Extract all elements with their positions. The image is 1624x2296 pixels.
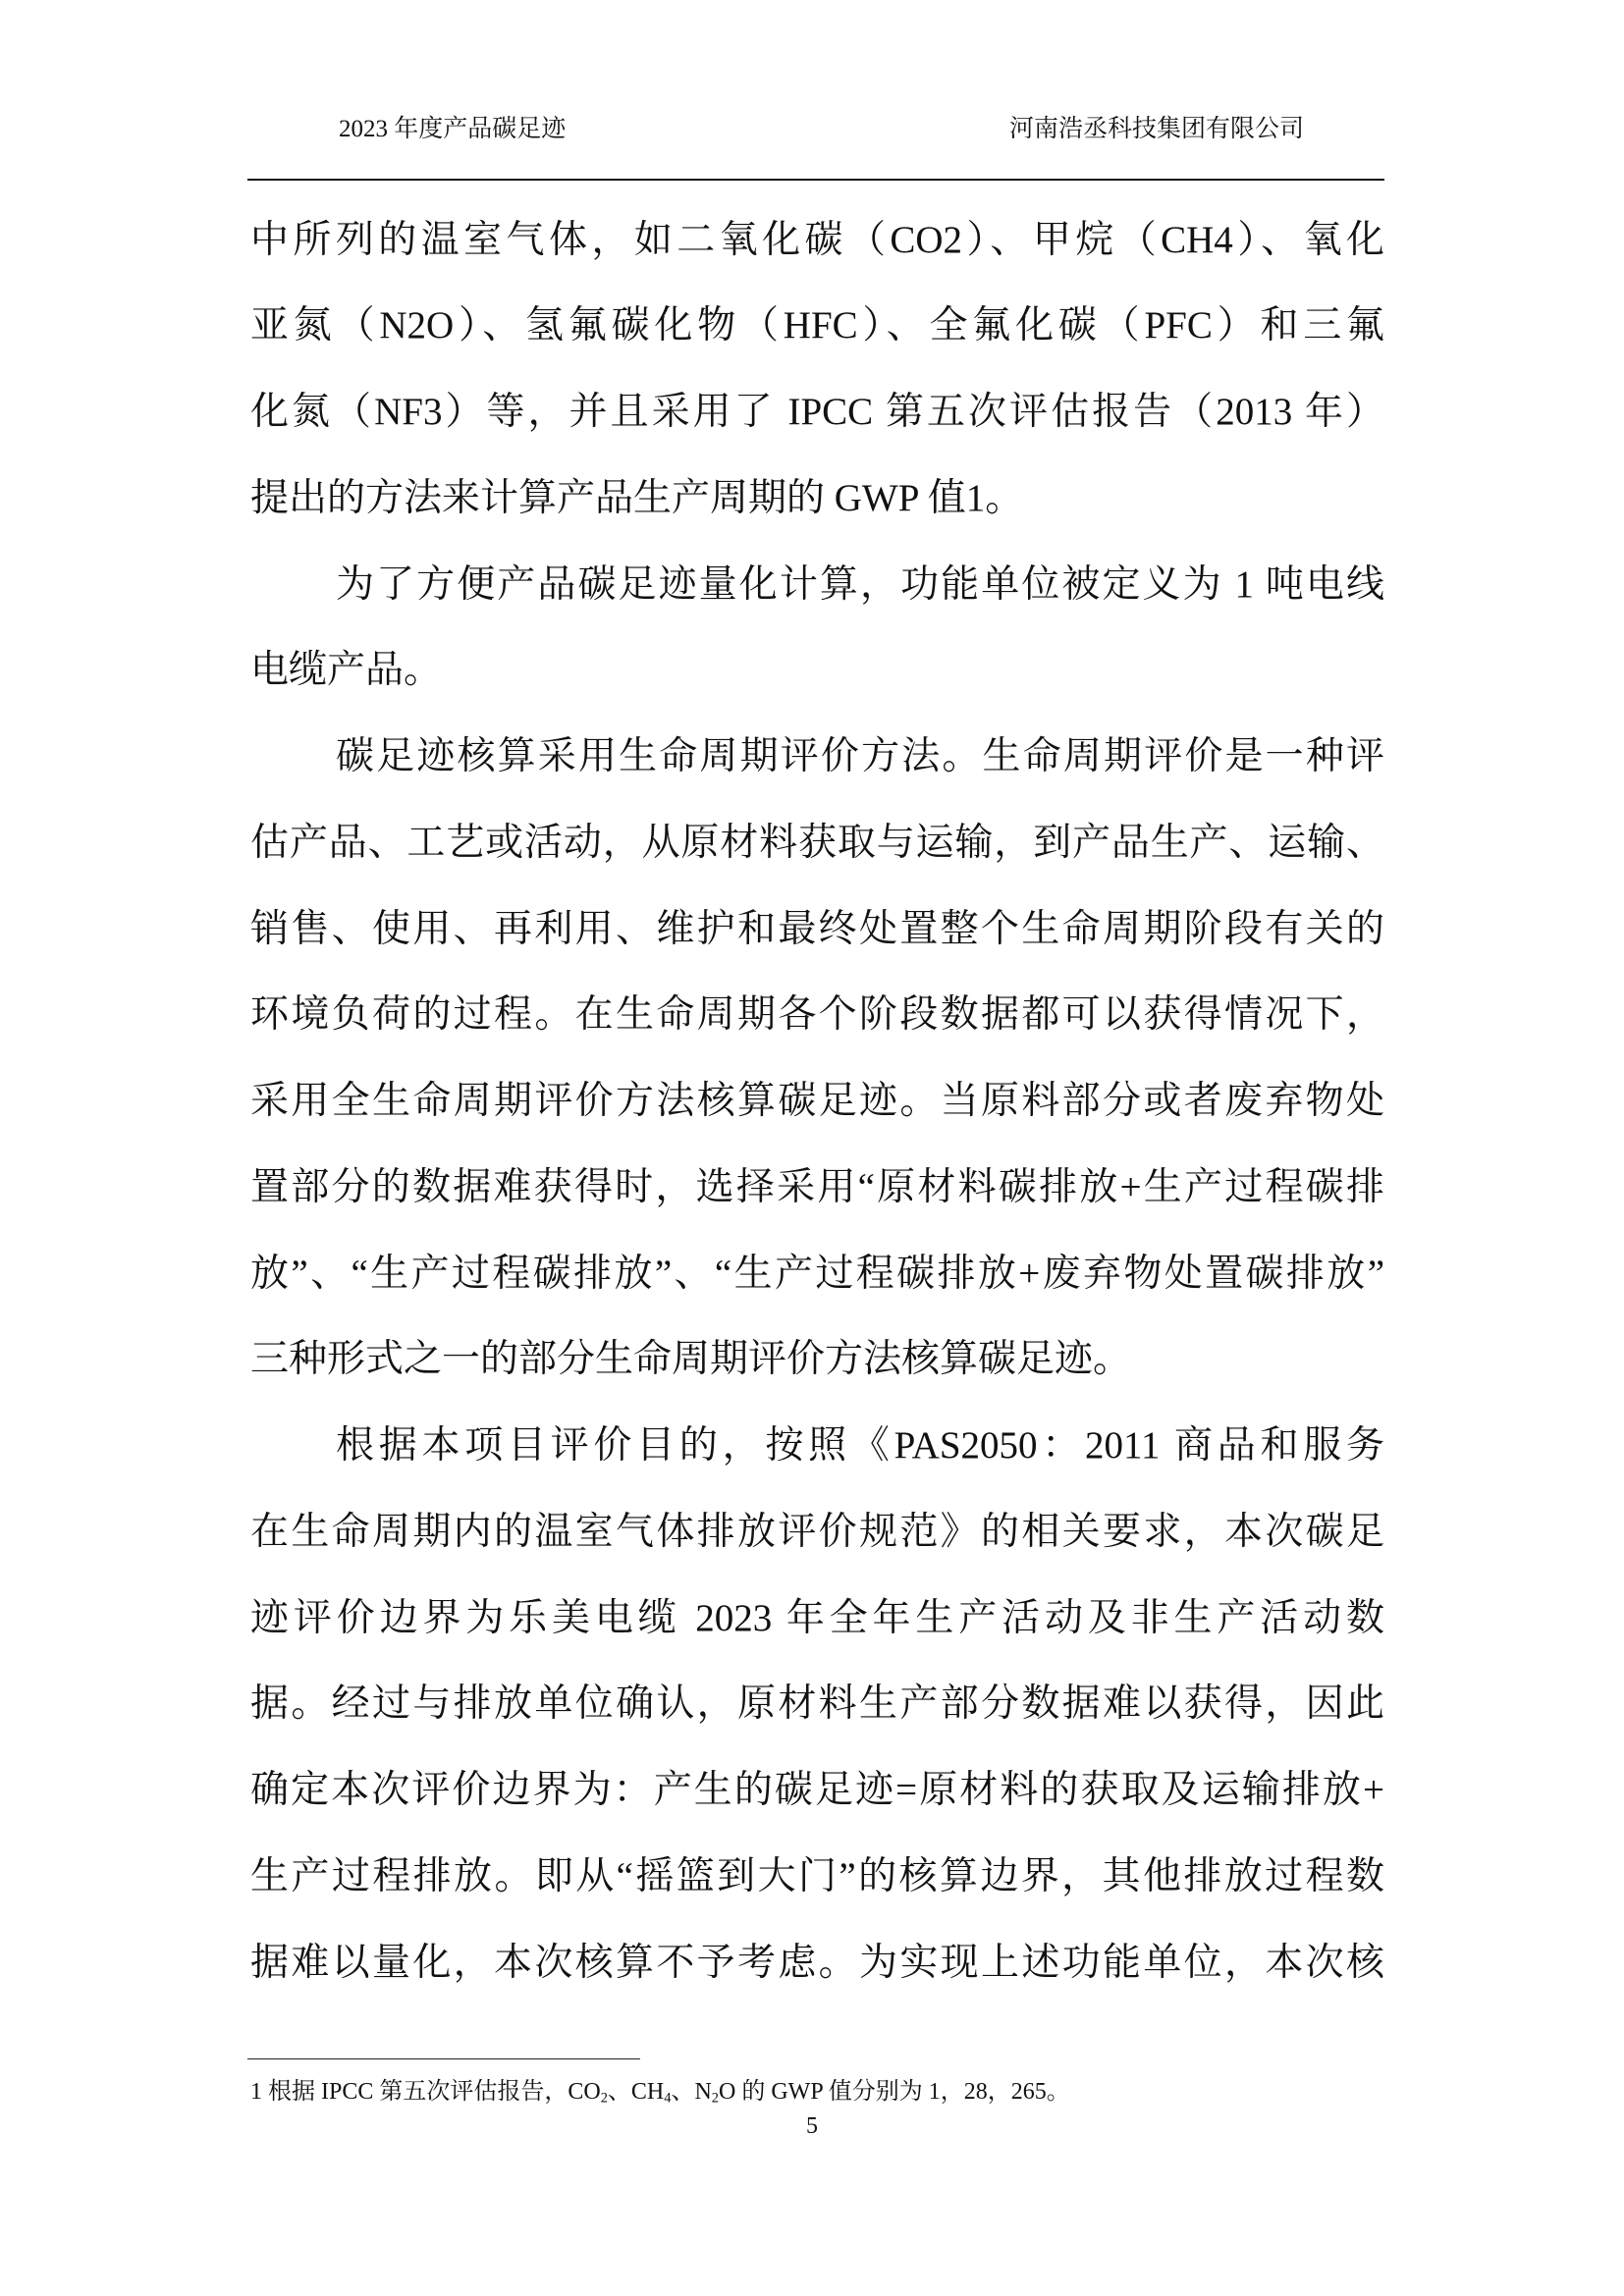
paragraph [250, 542, 1384, 715]
body-line: 亚氮（N2O）、氢氟碳化物（HFC）、全氟化碳（PFC）和三氟 [250, 304, 1384, 347]
body-line: 在生命周期内的温室气体排放评价规范》的相关要求，本次碳足 [250, 1510, 1384, 1553]
body-text [250, 197, 1384, 2006]
body-line: 为了方便产品碳足迹量化计算，功能单位被定义为 1 吨电线 [336, 562, 1384, 606]
body-line: 采用全生命周期评价方法核算碳足迹。当原料部分或者废弃物处 [250, 1080, 1384, 1123]
body-line: 环境负荷的过程。在生命周期各个阶段数据都可以获得情况下， [250, 993, 1384, 1037]
paragraph [250, 197, 1384, 542]
body-line: 确定本次评价边界为：产生的碳足迹=原材料的获取及运输排放+ [250, 1769, 1384, 1812]
footnote-marker: 1 [250, 2079, 262, 2105]
header-company: 河南浩丞科技集团有限公司 [1008, 116, 1304, 142]
footnote-text: O 的 GWP 值分别为 1，28，265。 [719, 2079, 1070, 2105]
footnote-text: 、N [671, 2079, 712, 2105]
footnote-subscript: 2 [600, 2090, 608, 2107]
body-line: 生产过程排放。即从“摇篮到大门”的核算边界，其他排放过程数 [250, 1854, 1384, 1897]
footnote-subscript: 2 [711, 2090, 719, 2107]
body-line: 据。经过与排放单位确认，原材料生产部分数据难以获得，因此 [250, 1682, 1384, 1726]
body-line: 置部分的数据难获得时，选择采用“原材料碳排放+生产过程碳排 [250, 1165, 1384, 1208]
body-line: 三种形式之一的部分生命周期评价方法核算碳足迹。 [250, 1338, 1132, 1381]
body-line: 化氮（NF3）等，并且采用了 IPCC 第五次评估报告（2013 年） [250, 391, 1384, 434]
footnote-subscript: 4 [664, 2090, 672, 2107]
body-line: 电缆产品。 [250, 649, 443, 692]
body-line: 根据本项目评价目的，按照《PAS2050：2011 商品和服务 [336, 1424, 1384, 1468]
paragraph [250, 1403, 1384, 2005]
body-line: 据难以量化，本次核算不予考虑。为实现上述功能单位，本次核 [250, 1941, 1384, 1984]
header-divider [247, 179, 1384, 181]
footnote [250, 2077, 1070, 2107]
header-title: 2023 年度产品碳足迹 [339, 116, 567, 142]
footnote-text: 根据 IPCC 第五次评估报告，CO [268, 2079, 601, 2105]
body-line: 销售、使用、再利用、维护和最终处置整个生命周期阶段有关的 [250, 907, 1384, 950]
body-line: 提出的方法来计算产品生产周期的 GWP 值1。 [250, 476, 1024, 519]
body-line: 迹评价边界为乐美电缆 2023 年全年生产活动及非生产活动数 [250, 1596, 1384, 1639]
body-line: 碳足迹核算采用生命周期评价方法。生命周期评价是一种评 [336, 735, 1384, 778]
page-number: 5 [806, 2113, 818, 2139]
body-line: 估产品、工艺或活动，从原材料获取与运输，到产品生产、运输、 [250, 821, 1384, 864]
footnote-text: 、CH [607, 2079, 665, 2105]
paragraph [250, 714, 1384, 1403]
footnote-divider [247, 2058, 640, 2059]
body-line: 中所列的温室气体，如二氧化碳（CO2）、甲烷（CH4）、氧化 [250, 218, 1384, 261]
body-line: 放”、“生产过程碳排放”、“生产过程碳排放+废弃物处置碳排放” [250, 1252, 1384, 1295]
